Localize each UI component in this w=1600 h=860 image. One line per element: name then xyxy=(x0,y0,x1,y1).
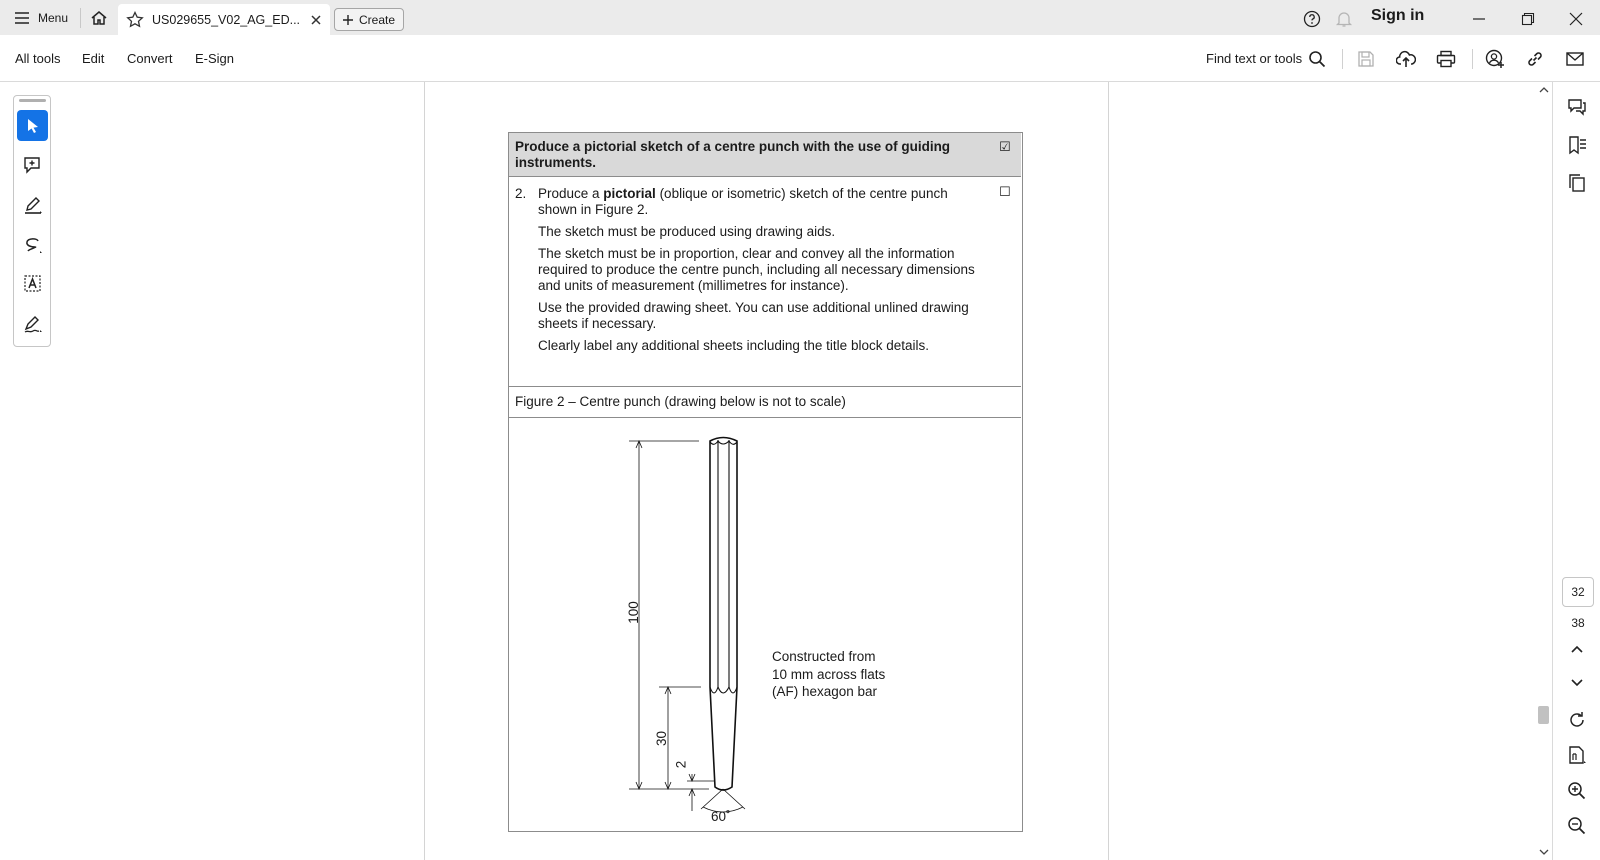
question-paragraph: The sketch must be in proportion, clear and convey all the information required to produce the centre punch, including all necessary dimensions and units of measurement (millimetres for instance). xyxy=(538,246,975,293)
document-tab[interactable] xyxy=(118,4,330,35)
rotate-icon xyxy=(1567,710,1587,730)
right-rail xyxy=(1552,82,1600,860)
page-fit-icon xyxy=(1567,745,1587,765)
scrollbar-thumb[interactable] xyxy=(1538,706,1549,724)
copy-link-button[interactable] xyxy=(1524,48,1546,70)
vertical-scrollbar[interactable] xyxy=(1535,82,1552,860)
link-icon xyxy=(1525,49,1545,69)
plus-icon xyxy=(343,15,353,25)
mail-icon xyxy=(1565,50,1585,68)
previous-page-button[interactable] xyxy=(1566,638,1588,660)
notifications-button[interactable] xyxy=(1332,7,1356,31)
freehand-draw-icon xyxy=(23,235,43,255)
figure-centre-punch xyxy=(509,419,1021,831)
pages-panel-button[interactable] xyxy=(1566,172,1588,194)
minimize-button[interactable] xyxy=(1467,7,1491,31)
scroll-up-arrow-icon[interactable] xyxy=(1537,84,1550,96)
copy-pages-icon xyxy=(1567,173,1587,193)
create-label: Create xyxy=(358,12,396,27)
divider xyxy=(1472,49,1473,69)
add-comment-tool[interactable] xyxy=(17,150,48,181)
help-button[interactable] xyxy=(1300,7,1324,31)
pdf-page xyxy=(426,82,1108,860)
sign-in-button[interactable]: Sign in xyxy=(1371,7,1425,24)
zoom-out-icon xyxy=(1567,816,1587,836)
menu-bar xyxy=(0,35,1600,82)
hamburger-icon xyxy=(14,11,30,25)
comment-add-icon xyxy=(23,156,43,176)
star-icon[interactable] xyxy=(126,11,144,28)
chevron-up-icon xyxy=(1571,645,1583,653)
find-text-or-tools[interactable]: Find text or tools xyxy=(1206,51,1303,66)
print-icon xyxy=(1436,50,1456,68)
question-paragraph: Use the provided drawing sheet. You can use additional unlined drawing sheets if necessary. xyxy=(538,300,969,331)
help-icon xyxy=(1303,10,1321,28)
restore-icon xyxy=(1521,12,1535,26)
checkbox-icon: ☐ xyxy=(999,184,1011,199)
zoom-in-icon xyxy=(1567,781,1587,801)
pictorial-bold: pictorial xyxy=(603,186,656,201)
document-viewer xyxy=(0,82,1552,860)
close-window-button[interactable] xyxy=(1564,7,1588,31)
search-button[interactable] xyxy=(1306,48,1328,70)
print-button[interactable] xyxy=(1435,48,1457,70)
text-select-tool[interactable] xyxy=(17,268,48,299)
add-user-icon xyxy=(1485,49,1505,69)
figure-note xyxy=(772,648,885,701)
menu-button[interactable] xyxy=(8,6,74,30)
total-pages: 38 xyxy=(1571,616,1585,630)
search-icon xyxy=(1308,50,1326,68)
bookmarks-panel-button[interactable] xyxy=(1566,134,1588,156)
zoom-out-button[interactable] xyxy=(1566,815,1588,837)
save-button[interactable] xyxy=(1355,48,1377,70)
signature-pen-icon xyxy=(23,314,43,334)
next-page-button[interactable] xyxy=(1566,672,1588,694)
drag-handle[interactable] xyxy=(19,99,46,102)
question-paragraph: The sketch must be produced using drawing aids. xyxy=(538,224,836,239)
draw-freeform-tool[interactable] xyxy=(17,229,48,260)
home-button[interactable] xyxy=(86,6,112,30)
left-pane xyxy=(0,82,425,860)
figure-note-line: 10 mm across flats xyxy=(772,666,886,682)
comments-icon xyxy=(1567,97,1587,117)
figure-caption: Figure 2 – Centre punch (drawing below is not to scale) xyxy=(509,386,1021,418)
email-button[interactable] xyxy=(1564,48,1586,70)
cursor-arrow-icon xyxy=(25,118,41,134)
checked-box-icon: ☑ xyxy=(999,139,1011,154)
pen-highlight-icon xyxy=(23,195,43,215)
close-icon xyxy=(1569,12,1583,26)
dimension-tip-angle: 60˚ xyxy=(711,809,731,824)
upload-cloud-button[interactable] xyxy=(1395,48,1417,70)
question-paragraph: Clearly label any additional sheets including the title block details. xyxy=(538,338,929,353)
title-bar xyxy=(0,0,1600,35)
scroll-down-arrow-icon[interactable] xyxy=(1537,846,1550,858)
menu-convert[interactable]: Convert xyxy=(127,51,173,66)
close-tab-icon[interactable] xyxy=(310,14,322,26)
menu-e-sign[interactable]: E-Sign xyxy=(195,51,235,66)
share-with-people-button[interactable] xyxy=(1484,48,1506,70)
quick-tools-panel xyxy=(13,95,51,347)
restore-button[interactable] xyxy=(1516,7,1540,31)
tab-title: US029655_V02_AG_ED... xyxy=(152,12,301,27)
dimension-taper-length: 30 xyxy=(654,730,670,747)
right-pane xyxy=(1108,82,1552,860)
page-view-button[interactable] xyxy=(1566,744,1588,766)
menu-edit[interactable]: Edit xyxy=(82,51,105,66)
menu-label: Menu xyxy=(38,11,69,25)
question-body xyxy=(538,186,978,360)
cloud-upload-icon xyxy=(1396,50,1416,68)
sign-tool[interactable] xyxy=(17,308,48,339)
divider xyxy=(1342,49,1343,69)
figure-note-line: Constructed from xyxy=(772,649,876,664)
save-icon xyxy=(1357,50,1375,68)
rotate-button[interactable] xyxy=(1566,709,1588,731)
text-box-icon xyxy=(23,274,43,294)
task-heading: Produce a pictorial sketch of a centre punch with the use of guiding instruments. xyxy=(509,133,1021,177)
bell-icon xyxy=(1335,10,1353,28)
bookmark-icon xyxy=(1567,135,1587,155)
comments-panel-button[interactable] xyxy=(1566,96,1588,118)
assessment-table xyxy=(508,132,1023,832)
select-tool[interactable] xyxy=(17,110,48,141)
centre-punch-drawing xyxy=(509,419,1021,831)
question-number: 2. xyxy=(515,186,527,201)
zoom-in-button[interactable] xyxy=(1566,780,1588,802)
minimize-icon xyxy=(1472,12,1486,26)
figure-note-line: (AF) hexagon bar xyxy=(772,684,878,699)
create-button[interactable] xyxy=(334,8,404,31)
question-instruction: Produce a pictorial (oblique or isometric) sketch of the centre punch shown in Figure 2. xyxy=(538,186,948,217)
current-page-input[interactable]: 32 xyxy=(1562,577,1594,607)
highlight-tool[interactable] xyxy=(17,189,48,220)
menu-all-tools[interactable]: All tools xyxy=(15,51,61,66)
dimension-tip-length: 2 xyxy=(673,760,689,769)
chevron-down-icon xyxy=(1571,679,1583,687)
divider xyxy=(80,8,81,28)
dimension-overall-length: 100 xyxy=(625,601,641,624)
home-icon xyxy=(90,10,108,26)
